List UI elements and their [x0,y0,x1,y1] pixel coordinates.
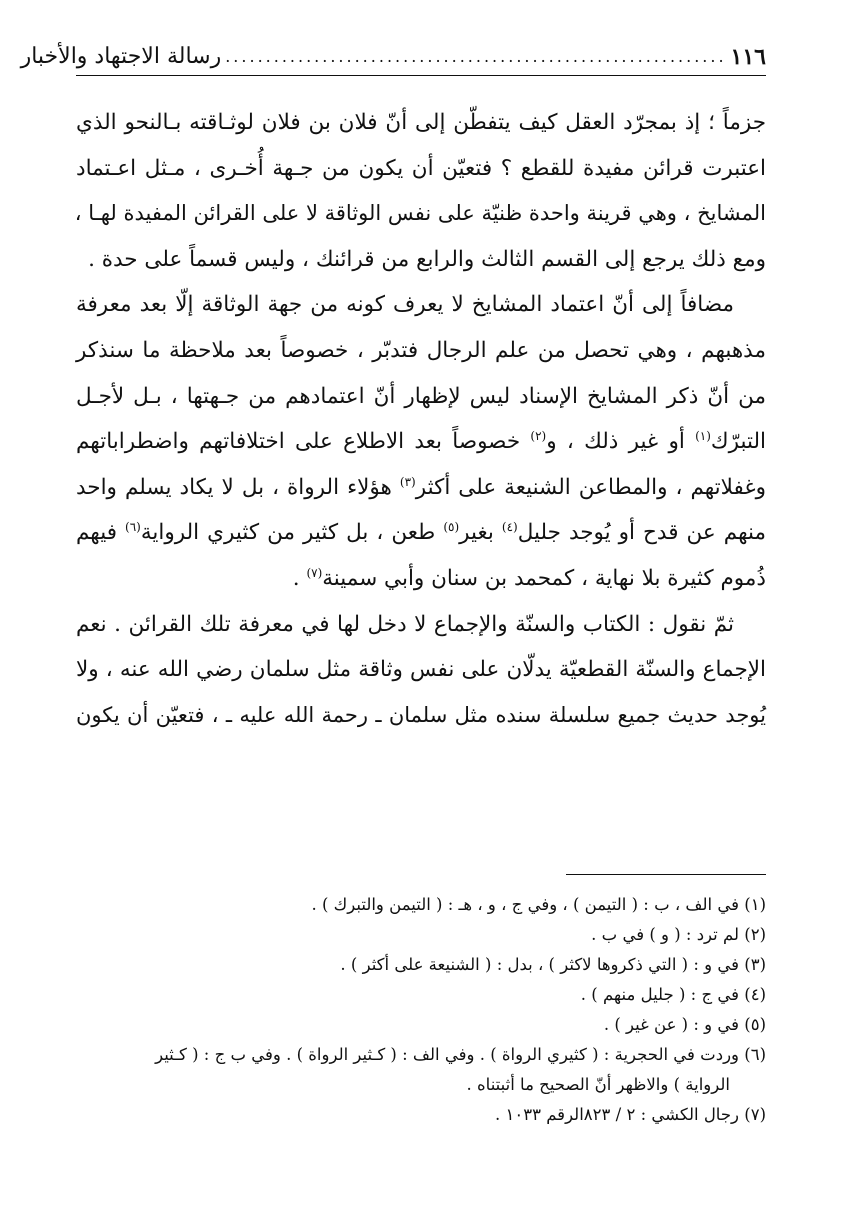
footnote-4: (٤) في ج : ( جليل منهم ) . [580,985,766,1004]
footnote-3: (٣) في و : ( التي ذكروها لاكثر ) ، بدل : ( الشنيعة على أكثر ) . [340,955,766,974]
text-fragment: . [292,565,300,591]
footnote-5: (٥) في و : ( عن غير ) . [603,1015,766,1034]
footnote-separator [566,874,766,875]
text-fragment: بغير [459,520,494,546]
footnotes [76,890,766,1130]
text-fragment: أو غير ذلك ، و [546,429,685,455]
running-header [20,30,766,76]
running-title: رسالة الاجتهاد والأخبار [20,44,222,69]
footnote-6: (٦) وردت في الحجرية : ( كثيري الرواة ) . وفي الف : ( كـثير الرواة ) . وفي ب ج : ( كـثير [155,1045,766,1064]
text-line: مذهبهم ، وهي تحصل من علم الرجال فتدبّر ، خصوصاً بعد ملاحظة ما سنذكر [76,337,766,363]
footnote-7: (٧) رجال الكشي : ٢ / ٨٢٣الرقم ١٠٣٣ . [495,1105,766,1124]
footnote-mark: (٢) [530,429,547,443]
text-line: يُوجد حديث جميع سلسلة سنده مثل سلمان ـ رحمة الله عليه ـ ، فتعيّن أن يكون [76,702,766,727]
text-line [76,465,766,511]
text-line: مضافاً إلى أنّ اعتماد المشايخ لا يعرف كونه من جهة الوثاقة إلّا بعد معرفة [76,292,734,318]
text-line: اعتبرت قرائن مفيدة للقطع ؟ فتعيّن أن يكون من جـهة أُخـرى ، مـثل اعـتماد [76,155,766,181]
page-number: ١١٦ [730,44,766,70]
footnote-mark: (٣) [399,474,416,489]
text-fragment: وغفلاتهم ، والمطاعن الشنيعة على أكثر [415,474,766,500]
footnote-mark: (٥) [443,520,460,535]
footnote-6-continuation: الرواية ) والاظهر أنّ الصحيح ما أثبتناه . [466,1075,730,1094]
footnote-mark: (١) [695,429,711,443]
text-line [76,556,766,602]
footnote-1: (١) في الف ، ب : ( التيمن ) ، وفي ج ، و ، هـ : ( التيمن والتبرك ) . [311,895,766,914]
text-fragment: التبرّك [710,429,766,455]
text-line: المشايخ ، وهي قرينة واحدة ظنيّة على نفس الوثاقة لا على القرائن المفيدة لهـا ، [74,201,766,226]
footnote-mark: (٧) [306,565,323,580]
text-fragment: فيهم [76,520,117,546]
text-fragment: طعن ، بل كثير من كثيري الرواية [140,520,436,546]
text-line: ومع ذلك يرجع إلى القسم الثالث والرابع من قرائنك ، وليس قسماً على حدة . [88,246,766,272]
text-fragment: هؤلاء الرواة ، بل لا يكاد يسلم واحد [76,474,392,500]
text-line: من أنّ ذكر المشايخ الإسناد ليس لإظهار أنّ اعتمادهم من جـهتها ، بـل لأجـل [76,383,766,409]
text-line: الإجماع والسنّة القطعيّة يدلّان على نفس وثاقة مثل سلمان رضي الله عنه ، ولا [76,657,766,683]
text-line [76,510,766,556]
text-fragment: منهم عن قدح أو يُوجد جليل [517,520,766,546]
footnote-mark: (٤) [501,520,518,535]
text-line: ثمّ نقول : الكتاب والسنّة والإجماع لا دخل لها في معرفة تلك القرائن . نعم [76,611,734,637]
dot-leader: .............................................................. [225,47,727,66]
main-text [76,100,766,738]
footnote-2: (٢) لم ترد : ( و ) في ب . [591,925,766,944]
footnote-mark: (٦) [125,520,141,535]
text-fragment: ذُموم كثيرة بلا نهاية ، كمحمد بن سنان وأبي سمينة [322,565,766,591]
text-line: جزماً ؛ إذ بمجرّد العقل كيف يتفطّن إلى أنّ فلان بن فلان لوثـاقته بـالنحو الذي [76,110,766,135]
text-fragment: خصوصاً بعد الاطلاع على اختلافاتهم واضطراباتهم [76,429,521,455]
text-line [76,419,766,465]
